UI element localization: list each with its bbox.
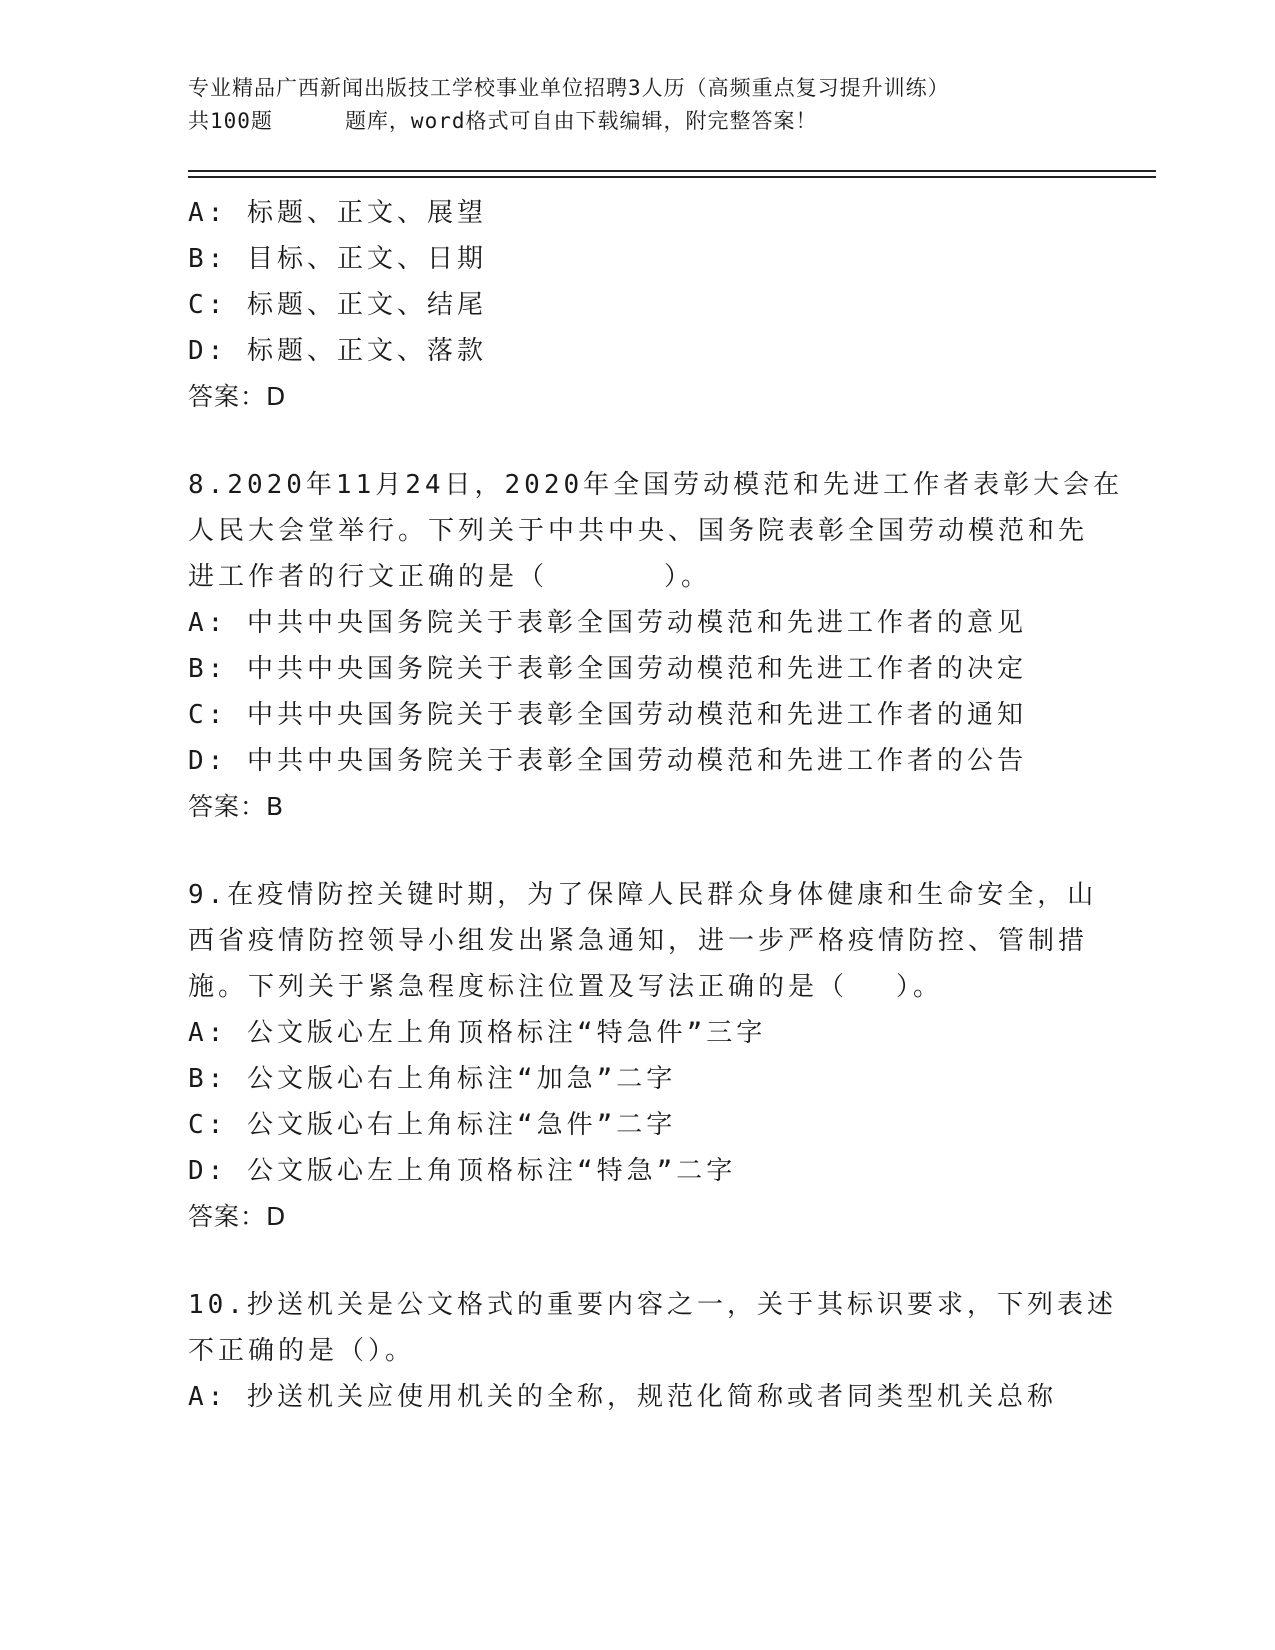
document-body: [188, 190, 1124, 1420]
header-rule-top: [188, 170, 1156, 172]
document-header: [188, 72, 1088, 138]
question-stem: 不正确的是（）。: [188, 1336, 416, 1366]
question-10: [188, 1282, 1117, 1420]
question-7-tail: [188, 190, 1088, 420]
answer: 答案：B: [188, 792, 285, 821]
question-stem: [188, 964, 1088, 1010]
question-stem: 8.2020年11月24日，2020年全国劳动模范和先进工作者表彰大会在: [188, 470, 1124, 500]
option-a: A: 公文版心左上角顶格标注“特急件”三字: [188, 1018, 767, 1048]
question-stem: 9.在疫情防控关键时期，为了保障人民群众身体健康和生命安全，山: [188, 880, 1098, 910]
header-subtitle: [188, 105, 1088, 138]
question-stem: 10.抄送机关是公文格式的重要内容之一，关于其标识要求，下列表述: [188, 1290, 1117, 1320]
question-stem: 西省疫情防控领导小组发出紧急通知，进一步严格疫情防控、管制措: [188, 926, 1089, 956]
option-b: B: 中共中央国务院关于表彰全国劳动模范和先进工作者的决定: [188, 654, 1027, 684]
question-8: [188, 462, 1124, 830]
header-description: 题库，word格式可自由下载编辑，附完整答案！: [344, 109, 818, 133]
stem-text: ）。: [896, 972, 944, 1002]
stem-text: ）。: [664, 562, 712, 592]
option-b: B: 目标、正文、日期: [188, 244, 487, 274]
option-c: C: 中共中央国务院关于表彰全国劳动模范和先进工作者的通知: [188, 700, 1027, 730]
option-d: D: 中共中央国务院关于表彰全国劳动模范和先进工作者的公告: [188, 746, 1027, 776]
question-stem: 人民大会堂举行。下列关于中共中央、国务院表彰全国劳动模范和先: [188, 516, 1089, 546]
option-b: B: 公文版心右上角标注“加急”二字: [188, 1064, 677, 1094]
question-9: [188, 872, 1098, 1240]
option-a: A: 中共中央国务院关于表彰全国劳动模范和先进工作者的意见: [188, 608, 1027, 638]
header-rule-bottom: [188, 176, 1156, 178]
option-a: A: 抄送机关应使用机关的全称，规范化简称或者同类型机关总称: [188, 1382, 1057, 1412]
answer: 答案：D: [188, 382, 287, 411]
option-a: A: 标题、正文、展望: [188, 198, 487, 228]
option-d: D: 标题、正文、落款: [188, 336, 487, 366]
option-c: C: 公文版心右上角标注“急件”二字: [188, 1110, 677, 1140]
question-stem: [188, 554, 1088, 600]
option-d: D: 公文版心左上角顶格标注“特急”二字: [188, 1156, 737, 1186]
option-c: C: 标题、正文、结尾: [188, 290, 487, 320]
header-question-count: 共100题: [188, 109, 273, 133]
stem-text: 进工作者的行文正确的是（: [188, 562, 549, 592]
stem-text: 施。下列关于紧急程度标注位置及写法正确的是（: [188, 972, 849, 1002]
header-title: 专业精品广西新闻出版技工学校事业单位招聘3人历（高频重点复习提升训练）: [188, 76, 950, 100]
answer: 答案：D: [188, 1202, 287, 1231]
